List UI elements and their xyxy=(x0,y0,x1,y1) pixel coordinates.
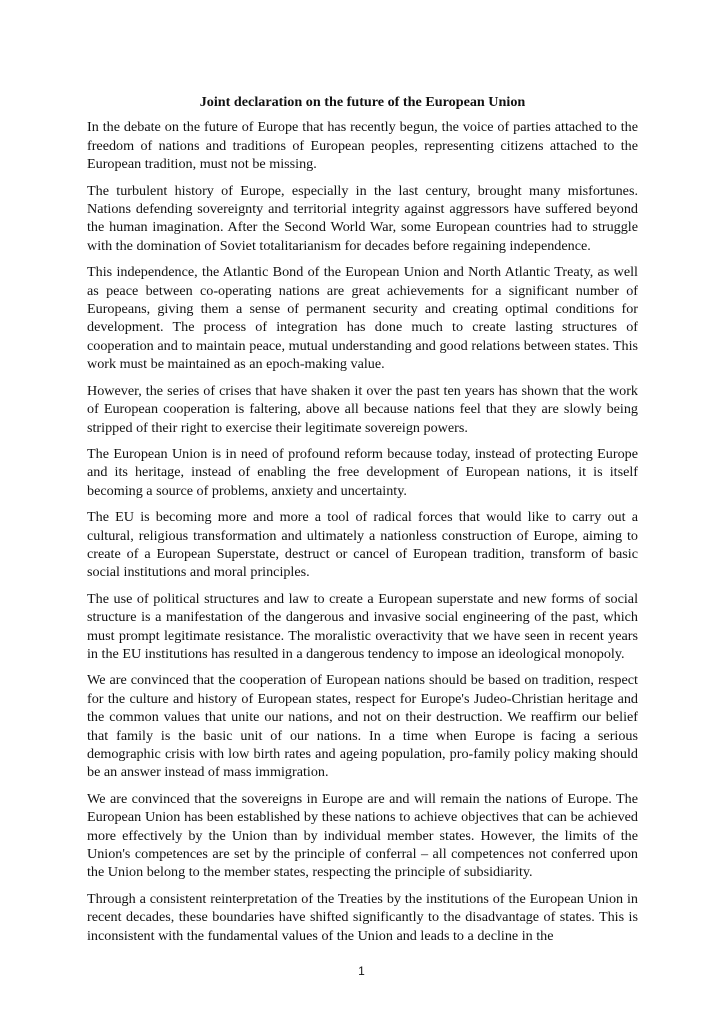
document-body xyxy=(87,93,638,953)
paragraph-5: The European Union is in need of profound reform because today, instead of protecting Europe and its heritage, instead of enabling the free development of European nations, it is itself becoming a source of problems, anxiety and uncertainty. xyxy=(87,445,638,499)
paragraph-6: The EU is becoming more and more a tool of radical forces that would like to carry out a cultural, religious transformation and ultimately a nationless construction of Europe, aiming to create of a European Superstate, destruct or cancel of European tradition, transform of basic social institutions and moral principles. xyxy=(87,509,638,581)
paragraph-7: The use of political structures and law to create a European superstate and new forms of social structure is a manifestation of the dangerous and invasive social engineering of the past, which must prompt legitimate resistance. The moralistic overactivity that we have seen in recent years in the EU institutions has resulted in a dangerous tendency to impose an ideological monopoly. xyxy=(87,590,638,662)
paragraph-4: However, the series of crises that have shaken it over the past ten years has shown that the work of European cooperation is faltering, above all because nations feel that they are slowly being stripped of their right to exercise their legitimate sovereign powers. xyxy=(87,382,638,436)
paragraph-3: This independence, the Atlantic Bond of the European Union and North Atlantic Treaty, as well as peace between co-operating nations are great achievements for a significant number of Europeans, giving them a sense of permanent security and creating optimal conditions for development. The process of integration has done much to create lasting structures of cooperation and to maintain peace, mutual understanding and good relations between states. This work must be maintained as an epoch-making value. xyxy=(87,264,638,373)
page-number: 1 xyxy=(358,964,365,978)
paragraph-10: Through a consistent reinterpretation of the Treaties by the institutions of the European Union in recent decades, these boundaries have shifted significantly to the disadvantage of states. This is inconsistent with the fundamental values of the Union and leads to a decline in the xyxy=(87,890,638,944)
paragraph-9: We are convinced that the sovereigns in Europe are and will remain the nations of Europe. The European Union has been established by these nations to achieve objectives that can be achieved more effectively by the Union than by individual member states. However, the limits of the Union's competences are set by the principle of conferral – all competences not conferred upon the Union belong to the member states, respecting the principle of subsidiarity. xyxy=(87,790,638,881)
paragraph-1: In the debate on the future of Europe that has recently begun, the voice of parties attached to the freedom of nations and traditions of European peoples, representing citizens attached to the European tradition, must not be missing. xyxy=(87,119,638,173)
paragraph-8: We are convinced that the cooperation of European nations should be based on tradition, respect for the culture and history of European states, respect for Europe's Judeo-Christian heritage and the common values that unite our nations, and not on their destruction. We reaffirm our belief that family is the basic unit of our nations. In a time when Europe is facing a serious demographic crisis with low birth rates and ageing population, pro-family policy making should be an answer instead of mass immigration. xyxy=(87,672,638,781)
paragraph-2: The turbulent history of Europe, especially in the last century, brought many misfortunes. Nations defending sovereignty and territorial integrity against aggressors have suffered beyond the human imagination. After the Second World War, some European countries had to struggle with the domination of Soviet totalitarianism for decades before regaining independence. xyxy=(87,182,638,254)
page-title: Joint declaration on the future of the European Union xyxy=(199,94,526,110)
